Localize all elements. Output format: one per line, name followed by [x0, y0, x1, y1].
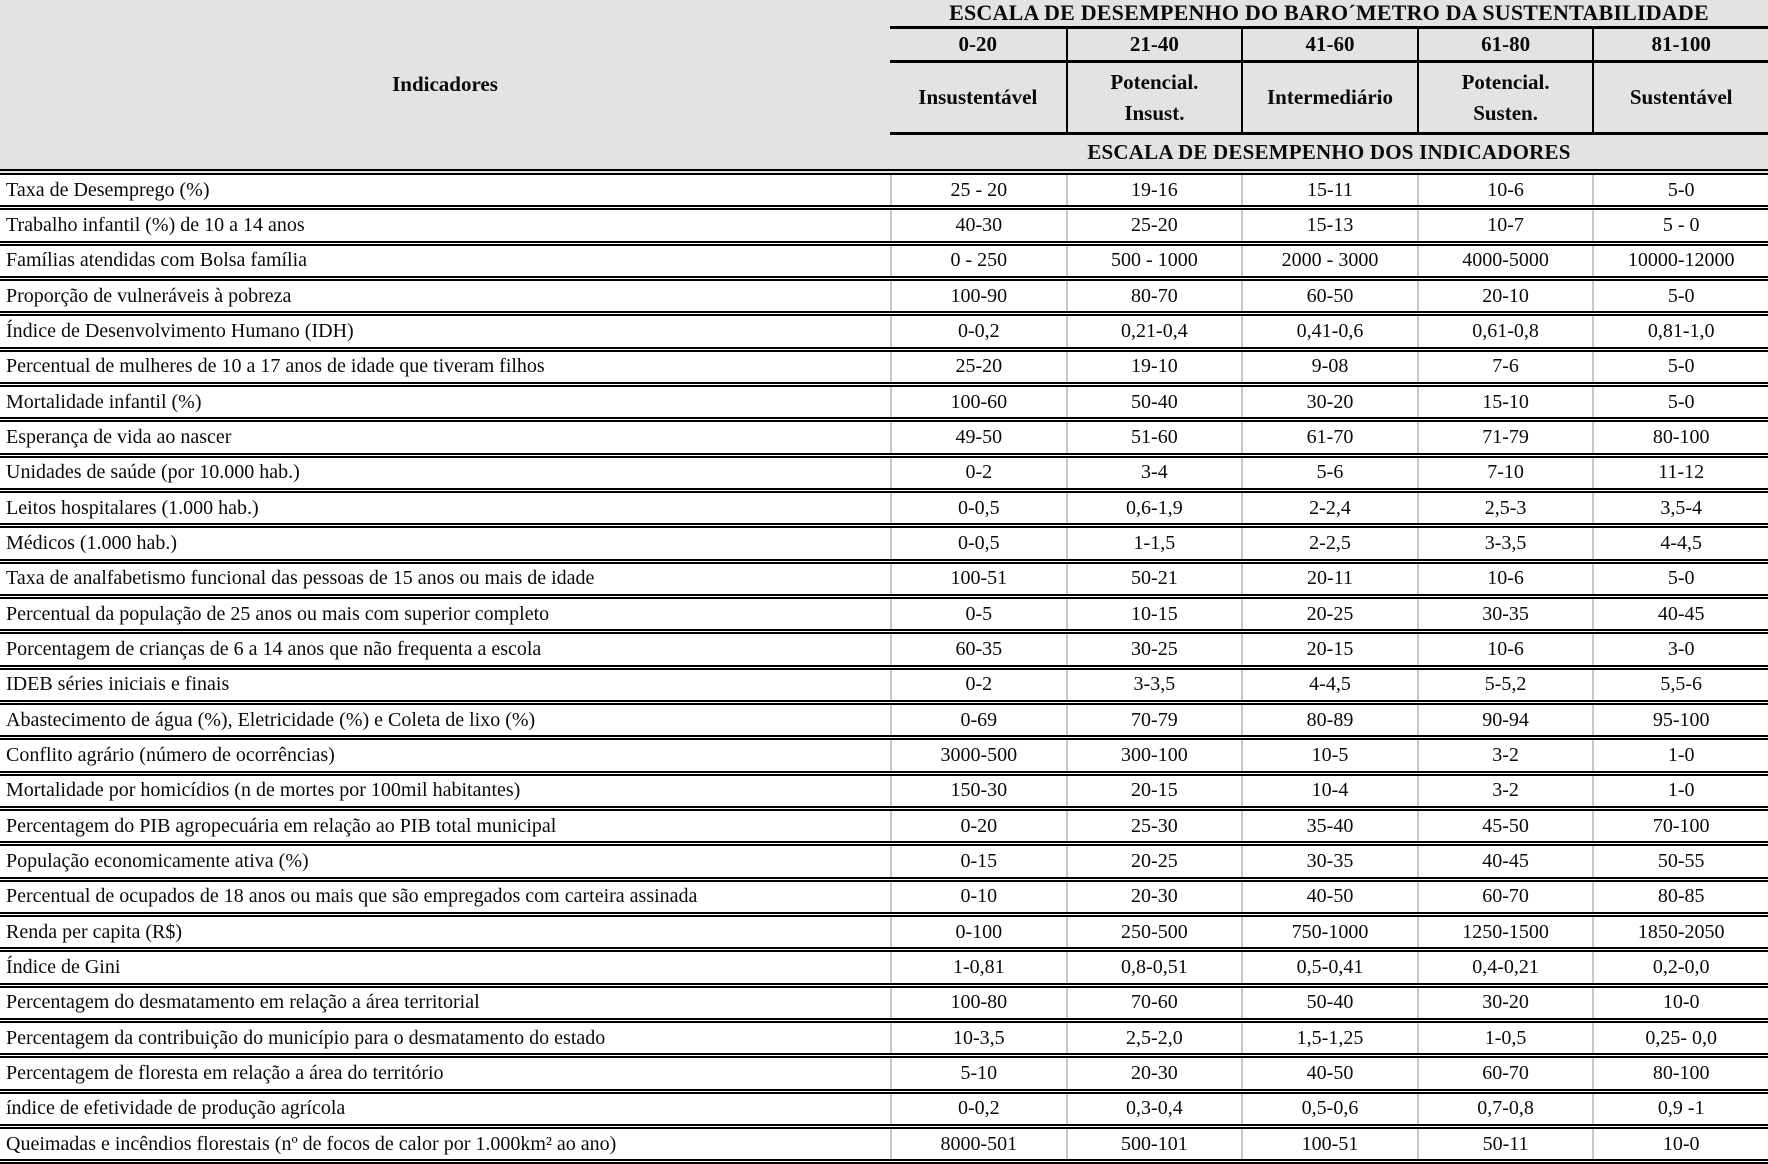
range-value-cell: 0,25- 0,0 [1592, 1023, 1768, 1053]
indicator-label: Famílias atendidas com Bolsa família [6, 249, 308, 272]
range-value-cell: 15-13 [1241, 210, 1417, 240]
range-value-cell: 5,5-6 [1592, 670, 1768, 700]
range-value-cell: 10-7 [1417, 210, 1593, 240]
table-header [0, 0, 1768, 175]
range-value-cell: 3000-500 [890, 740, 1066, 770]
indicator-label: Médicos (1.000 hab.) [6, 531, 178, 554]
indicator-label: Unidades de saúde (por 10.000 hab.) [6, 461, 300, 484]
class-label-potencial-susten [1417, 63, 1593, 135]
range-value-cell: 3,5-4 [1592, 493, 1768, 523]
range-value-cell: 2,5-3 [1417, 493, 1593, 523]
range-value-cell: 0,6-1,9 [1066, 493, 1242, 523]
range-value-cell: 70-60 [1066, 988, 1242, 1018]
range-value-cell: 5-0 [1592, 352, 1768, 382]
range-value-cell: 3-0 [1592, 634, 1768, 664]
table-row [0, 811, 1768, 846]
range-value-cell: 10-6 [1417, 634, 1593, 664]
range-value-cell: 9-08 [1241, 352, 1417, 382]
table-row [0, 776, 1768, 811]
range-value-cell: 60-70 [1417, 882, 1593, 912]
range-value-cell: 30-35 [1417, 599, 1593, 629]
indicator-label: Taxa de analfabetismo funcional das pessoas de 15 anos ou mais de idade [6, 567, 595, 590]
range-value-cell: 90-94 [1417, 705, 1593, 735]
range-value-cell: 0,81-1,0 [1592, 316, 1768, 346]
range-value-cell: 7-6 [1417, 352, 1593, 382]
range-value-cell: 5-0 [1592, 175, 1768, 205]
range-value-cell: 3-2 [1417, 740, 1593, 770]
table-row [0, 1023, 1768, 1058]
range-value-cell: 0 - 250 [890, 246, 1066, 276]
range-value-cell: 1-0 [1592, 776, 1768, 806]
class-label-line: Intermediário [1267, 85, 1393, 110]
table-row [0, 740, 1768, 775]
range-header-21-40: 21-40 [1066, 29, 1242, 63]
class-label-line: Insustentável [918, 85, 1038, 110]
range-value-cell: 10-15 [1066, 599, 1242, 629]
range-value-cell: 49-50 [890, 422, 1066, 452]
range-value-cell: 1250-1500 [1417, 917, 1593, 947]
range-value-cell: 0-15 [890, 846, 1066, 876]
class-label-line: Insust. [1124, 100, 1185, 125]
range-value-cell: 70-79 [1066, 705, 1242, 735]
range-value-cell: 2000 - 3000 [1241, 246, 1417, 276]
range-value-cell: 750-1000 [1241, 917, 1417, 947]
range-value-cell: 0-2 [890, 670, 1066, 700]
range-value-cell: 100-80 [890, 988, 1066, 1018]
range-value-cell: 80-100 [1592, 1058, 1768, 1088]
range-value-cell: 19-16 [1066, 175, 1242, 205]
class-label-line: Potencial. [1461, 70, 1550, 95]
table-row [0, 705, 1768, 740]
range-value-cell: 0,7-0,8 [1417, 1094, 1593, 1124]
range-header-0-20: 0-20 [890, 29, 1066, 63]
range-value-cell: 20-15 [1066, 776, 1242, 806]
range-value-cell: 0,3-0,4 [1066, 1094, 1242, 1124]
range-value-cell: 4-4,5 [1241, 670, 1417, 700]
range-value-cell: 1850-2050 [1592, 917, 1768, 947]
class-label-line: Susten. [1473, 100, 1538, 125]
table-row [0, 246, 1768, 281]
range-value-cell: 3-4 [1066, 458, 1242, 488]
range-value-cell: 0,61-0,8 [1417, 316, 1593, 346]
range-value-cell: 80-85 [1592, 882, 1768, 912]
range-value-cell: 0-0,2 [890, 316, 1066, 346]
class-label-sustentavel [1592, 63, 1768, 135]
indicator-label: Mortalidade por homicídios (n de mortes por 100mil habitantes) [6, 779, 521, 802]
range-value-cell: 40-50 [1241, 1058, 1417, 1088]
range-value-cell: 20-25 [1241, 599, 1417, 629]
table-row [0, 634, 1768, 669]
range-value-cell: 61-70 [1241, 422, 1417, 452]
table-row [0, 1058, 1768, 1093]
range-value-cell: 0-0,2 [890, 1094, 1066, 1124]
range-value-cell: 40-30 [890, 210, 1066, 240]
table-row [0, 352, 1768, 387]
range-value-cell: 30-35 [1241, 846, 1417, 876]
range-value-cell: 0,2-0,0 [1592, 952, 1768, 982]
range-value-cell: 1-0,81 [890, 952, 1066, 982]
range-value-cell: 35-40 [1241, 811, 1417, 841]
range-value-cell: 5 - 0 [1592, 210, 1768, 240]
range-value-cell: 70-100 [1592, 811, 1768, 841]
range-value-cell: 60-50 [1241, 281, 1417, 311]
range-value-cell: 1-0 [1592, 740, 1768, 770]
table-row [0, 599, 1768, 634]
table-row [0, 458, 1768, 493]
range-value-cell: 3-3,5 [1066, 670, 1242, 700]
indicator-rows [0, 175, 1768, 1164]
range-value-cell: 25 - 20 [890, 175, 1066, 205]
table-row [0, 528, 1768, 563]
range-value-cell: 2-2,4 [1241, 493, 1417, 523]
indicator-label: Percentual da população de 25 anos ou mais com superior completo [6, 602, 550, 625]
range-value-cell: 10-5 [1241, 740, 1417, 770]
table-row [0, 670, 1768, 705]
range-value-cell: 40-50 [1241, 882, 1417, 912]
indicator-label: Taxa de Desemprego (%) [6, 178, 210, 201]
range-value-cell: 40-45 [1417, 846, 1593, 876]
range-value-cell: 25-20 [1066, 210, 1242, 240]
range-value-cell: 80-89 [1241, 705, 1417, 735]
indicator-label: Renda per capita (R$) [6, 920, 183, 943]
table-row [0, 564, 1768, 599]
range-value-cell: 0,5-0,6 [1241, 1094, 1417, 1124]
range-value-cell: 95-100 [1592, 705, 1768, 735]
table-row [0, 493, 1768, 528]
range-value-cell: 0,9 -1 [1592, 1094, 1768, 1124]
range-value-cell: 2,5-2,0 [1066, 1023, 1242, 1053]
table-row [0, 988, 1768, 1023]
range-value-cell: 0-5 [890, 599, 1066, 629]
range-value-cell: 30-20 [1241, 387, 1417, 417]
range-value-cell: 10-4 [1241, 776, 1417, 806]
range-value-cell: 19-10 [1066, 352, 1242, 382]
range-value-cell: 4000-5000 [1417, 246, 1593, 276]
indicator-label: Percentual de ocupados de 18 anos ou mais que são empregados com carteira assinada [6, 885, 698, 908]
table-row [0, 952, 1768, 987]
range-value-cell: 11-12 [1592, 458, 1768, 488]
range-value-cell: 0,5-0,41 [1241, 952, 1417, 982]
range-value-cell: 0-10 [890, 882, 1066, 912]
range-value-cell: 25-30 [1066, 811, 1242, 841]
range-value-cell: 5-5,2 [1417, 670, 1593, 700]
table-row [0, 882, 1768, 917]
range-value-cell: 1-1,5 [1066, 528, 1242, 558]
range-value-cell: 50-40 [1241, 988, 1417, 1018]
range-value-cell: 15-11 [1241, 175, 1417, 205]
table-row [0, 917, 1768, 952]
range-value-cell: 2-2,5 [1241, 528, 1417, 558]
class-label-line: Potencial. [1110, 70, 1199, 95]
range-value-cell: 20-11 [1241, 564, 1417, 594]
range-value-cell: 80-70 [1066, 281, 1242, 311]
range-value-cell: 0-2 [890, 458, 1066, 488]
range-value-cell: 71-79 [1417, 422, 1593, 452]
range-value-cell: 0,41-0,6 [1241, 316, 1417, 346]
range-value-cell: 50-55 [1592, 846, 1768, 876]
range-header-41-60: 41-60 [1241, 29, 1417, 63]
table-title: ESCALA DE DESEMPENHO DO BARO´METRO DA SUSTENTABILIDADE [890, 0, 1768, 29]
table-row [0, 316, 1768, 351]
indicator-label: Percentual de mulheres de 10 a 17 anos de idade que tiveram filhos [6, 355, 545, 378]
range-value-cell: 50-11 [1417, 1129, 1593, 1159]
indicator-label: Percentagem do desmatamento em relação a área territorial [6, 991, 480, 1014]
range-value-cell: 10-6 [1417, 175, 1593, 205]
range-value-cell: 0-0,5 [890, 528, 1066, 558]
range-value-cell: 0-20 [890, 811, 1066, 841]
range-value-cell: 5-0 [1592, 281, 1768, 311]
class-label-potencial-insust [1066, 63, 1242, 135]
range-value-cell: 250-500 [1066, 917, 1242, 947]
indicators-column-header: Indicadores [392, 72, 498, 96]
range-value-cell: 20-15 [1241, 634, 1417, 664]
range-value-cell: 10-0 [1592, 1129, 1768, 1159]
range-value-cell: 0-100 [890, 917, 1066, 947]
table-row [0, 1094, 1768, 1129]
range-header-61-80: 61-80 [1417, 29, 1593, 63]
range-value-cell: 30-20 [1417, 988, 1593, 1018]
range-value-cell: 30-25 [1066, 634, 1242, 664]
range-value-cell: 0-0,5 [890, 493, 1066, 523]
indicator-label: Proporção de vulneráveis à pobreza [6, 284, 292, 307]
range-value-cell: 100-90 [890, 281, 1066, 311]
range-value-cell: 10-0 [1592, 988, 1768, 1018]
range-value-cell: 20-30 [1066, 1058, 1242, 1088]
indicator-label: População economicamente ativa (%) [6, 849, 309, 872]
range-value-cell: 100-51 [1241, 1129, 1417, 1159]
range-value-cell: 10-3,5 [890, 1023, 1066, 1053]
range-value-cell: 150-30 [890, 776, 1066, 806]
indicator-label: Trabalho infantil (%) de 10 a 14 anos [6, 213, 305, 236]
indicator-label: Esperança de vida ao nascer [6, 425, 232, 448]
table-row [0, 1129, 1768, 1164]
indicator-label: Leitos hospitalares (1.000 hab.) [6, 496, 259, 519]
range-value-cell: 0-69 [890, 705, 1066, 735]
table-row [0, 846, 1768, 881]
range-value-cell: 10-6 [1417, 564, 1593, 594]
range-value-cell: 50-40 [1066, 387, 1242, 417]
range-value-cell: 20-25 [1066, 846, 1242, 876]
range-value-cell: 25-20 [890, 352, 1066, 382]
range-value-cell: 20-30 [1066, 882, 1242, 912]
indicator-label: Percentagem de floresta em relação a área do território [6, 1061, 444, 1084]
range-value-cell: 20-10 [1417, 281, 1593, 311]
range-value-cell: 7-10 [1417, 458, 1593, 488]
range-value-cell: 100-60 [890, 387, 1066, 417]
indicator-label: Porcentagem de crianças de 6 a 14 anos que não frequenta a escola [6, 637, 542, 660]
range-value-cell: 500 - 1000 [1066, 246, 1242, 276]
range-value-cell: 10000-12000 [1592, 246, 1768, 276]
range-header-81-100: 81-100 [1592, 29, 1768, 63]
indicator-label: Percentagem da contribuição do município para o desmatamento do estado [6, 1026, 606, 1049]
indicator-label: Índice de Desenvolvimento Humano (IDH) [6, 319, 354, 342]
indicator-label: índice de efetividade de produção agrícola [6, 1097, 346, 1120]
range-value-cell: 5-0 [1592, 387, 1768, 417]
range-value-cell: 5-6 [1241, 458, 1417, 488]
range-value-cell: 60-70 [1417, 1058, 1593, 1088]
indicator-label: Percentagem do PIB agropecuária em relação ao PIB total municipal [6, 814, 557, 837]
range-value-cell: 60-35 [890, 634, 1066, 664]
indicator-label: IDEB séries iniciais e finais [6, 673, 230, 696]
table-row [0, 281, 1768, 316]
class-label-line: Sustentável [1629, 85, 1733, 110]
range-value-cell: 0,21-0,4 [1066, 316, 1242, 346]
range-value-cell: 3-2 [1417, 776, 1593, 806]
range-value-cell: 500-101 [1066, 1129, 1242, 1159]
indicator-label: Índice de Gini [6, 955, 121, 978]
range-value-cell: 50-21 [1066, 564, 1242, 594]
range-value-cell: 0,4-0,21 [1417, 952, 1593, 982]
range-value-cell: 1,5-1,25 [1241, 1023, 1417, 1053]
indicator-label: Conflito agrário (número de ocorrências) [6, 743, 335, 766]
range-value-cell: 0,8-0,51 [1066, 952, 1242, 982]
range-value-cell: 8000-501 [890, 1129, 1066, 1159]
range-value-cell: 4-4,5 [1592, 528, 1768, 558]
range-value-cell: 15-10 [1417, 387, 1593, 417]
range-value-cell: 3-3,5 [1417, 528, 1593, 558]
indicator-label: Queimadas e incêndios florestais (nº de focos de calor por 1.000km² ao ano) [6, 1132, 617, 1155]
range-value-cell: 1-0,5 [1417, 1023, 1593, 1053]
table-row [0, 387, 1768, 422]
indicators-scale-subheader: ESCALA DE DESEMPENHO DOS INDICADORES [1087, 139, 1571, 164]
range-value-cell: 51-60 [1066, 422, 1242, 452]
range-value-cell: 100-51 [890, 564, 1066, 594]
table-row [0, 175, 1768, 210]
range-value-cell: 5-10 [890, 1058, 1066, 1088]
range-value-cell: 80-100 [1592, 422, 1768, 452]
indicator-label: Abastecimento de água (%), Eletricidade (%) e Coleta de lixo (%) [6, 708, 536, 731]
class-label-intermediario [1241, 63, 1417, 135]
range-value-cell: 5-0 [1592, 564, 1768, 594]
range-value-cell: 40-45 [1592, 599, 1768, 629]
table-row [0, 422, 1768, 457]
range-value-cell: 300-100 [1066, 740, 1242, 770]
class-label-insustentavel [890, 63, 1066, 135]
indicator-label: Mortalidade infantil (%) [6, 390, 202, 413]
table-row [0, 210, 1768, 245]
range-value-cell: 45-50 [1417, 811, 1593, 841]
